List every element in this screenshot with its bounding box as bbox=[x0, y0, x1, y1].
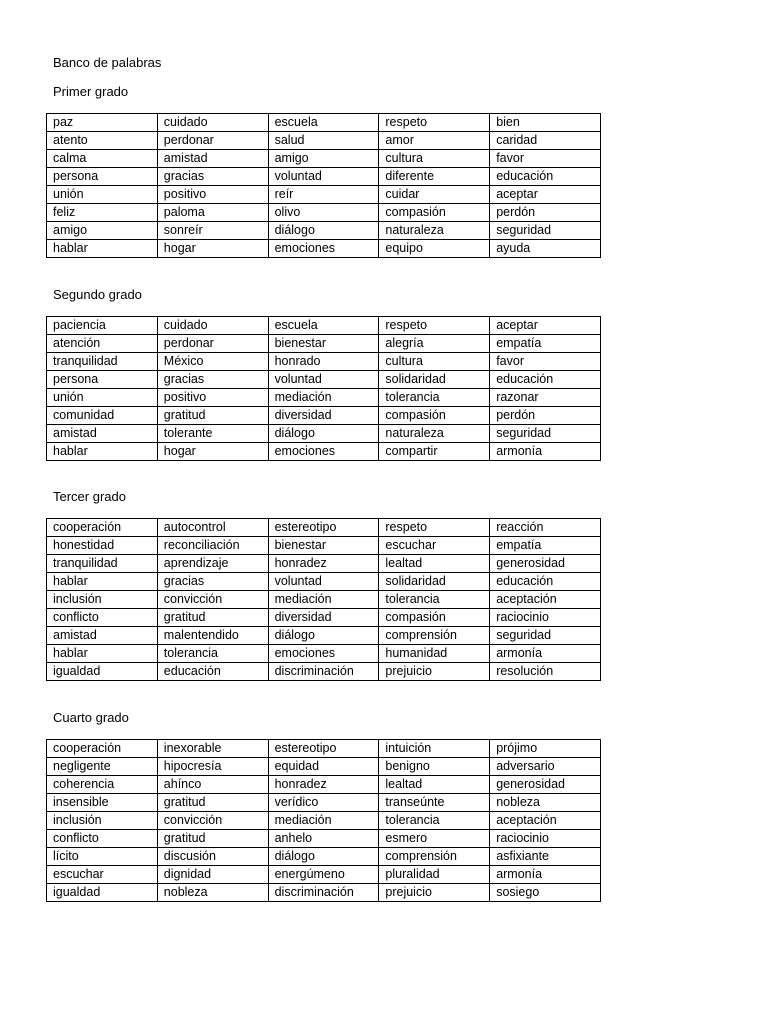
word-cell: gracias bbox=[157, 168, 268, 186]
word-cell: comprensión bbox=[379, 848, 490, 866]
word-cell: nobleza bbox=[157, 884, 268, 902]
word-cell: gracias bbox=[157, 573, 268, 591]
word-cell: persona bbox=[47, 371, 158, 389]
word-cell: diálogo bbox=[268, 848, 379, 866]
word-cell: verídico bbox=[268, 794, 379, 812]
word-cell: escuchar bbox=[379, 537, 490, 555]
word-cell: lealtad bbox=[379, 776, 490, 794]
word-cell: raciocinio bbox=[490, 609, 601, 627]
word-cell: amistad bbox=[47, 627, 158, 645]
word-cell: perdonar bbox=[157, 335, 268, 353]
table-row bbox=[47, 555, 601, 573]
word-cell: favor bbox=[490, 150, 601, 168]
word-cell: estereotipo bbox=[268, 740, 379, 758]
section-title-tercer-grado: Tercer grado bbox=[53, 489, 126, 504]
word-cell: reconciliación bbox=[157, 537, 268, 555]
word-cell: seguridad bbox=[490, 425, 601, 443]
word-cell: aceptación bbox=[490, 591, 601, 609]
word-cell: emociones bbox=[268, 645, 379, 663]
word-cell: cuidar bbox=[379, 186, 490, 204]
word-cell: perdonar bbox=[157, 132, 268, 150]
word-cell: empatía bbox=[490, 335, 601, 353]
word-cell: sosiego bbox=[490, 884, 601, 902]
word-cell: gratitud bbox=[157, 609, 268, 627]
table-row bbox=[47, 740, 601, 758]
word-cell: tolerante bbox=[157, 425, 268, 443]
word-cell: unión bbox=[47, 186, 158, 204]
table-row bbox=[47, 537, 601, 555]
word-cell: respeto bbox=[379, 519, 490, 537]
word-cell: paciencia bbox=[47, 317, 158, 335]
word-cell: educación bbox=[490, 573, 601, 591]
word-cell: favor bbox=[490, 353, 601, 371]
word-cell: igualdad bbox=[47, 663, 158, 681]
word-cell: dignidad bbox=[157, 866, 268, 884]
word-cell: hablar bbox=[47, 645, 158, 663]
table-row bbox=[47, 776, 601, 794]
word-cell: tolerancia bbox=[379, 812, 490, 830]
word-cell: comprensión bbox=[379, 627, 490, 645]
word-cell: discriminación bbox=[268, 663, 379, 681]
table-row bbox=[47, 132, 601, 150]
word-cell: amor bbox=[379, 132, 490, 150]
word-cell: calma bbox=[47, 150, 158, 168]
word-cell: cuidado bbox=[157, 114, 268, 132]
table-row bbox=[47, 884, 601, 902]
word-cell: olivo bbox=[268, 204, 379, 222]
table-row bbox=[47, 204, 601, 222]
word-cell: caridad bbox=[490, 132, 601, 150]
word-cell: inexorable bbox=[157, 740, 268, 758]
word-cell: sonreír bbox=[157, 222, 268, 240]
word-cell: perdón bbox=[490, 204, 601, 222]
word-cell: gratitud bbox=[157, 830, 268, 848]
table-row bbox=[47, 317, 601, 335]
word-cell: intuición bbox=[379, 740, 490, 758]
word-cell: honestidad bbox=[47, 537, 158, 555]
word-cell: discriminación bbox=[268, 884, 379, 902]
table-row bbox=[47, 222, 601, 240]
word-cell: positivo bbox=[157, 186, 268, 204]
word-cell: diversidad bbox=[268, 407, 379, 425]
word-cell: tolerancia bbox=[379, 389, 490, 407]
word-cell: mediación bbox=[268, 389, 379, 407]
word-cell: cultura bbox=[379, 353, 490, 371]
word-cell: humanidad bbox=[379, 645, 490, 663]
word-cell: conflicto bbox=[47, 830, 158, 848]
table-row bbox=[47, 168, 601, 186]
table-row bbox=[47, 519, 601, 537]
word-cell: insensible bbox=[47, 794, 158, 812]
word-cell: nobleza bbox=[490, 794, 601, 812]
word-cell: tolerancia bbox=[379, 591, 490, 609]
word-cell: compasión bbox=[379, 609, 490, 627]
word-cell: armonía bbox=[490, 645, 601, 663]
word-cell: unión bbox=[47, 389, 158, 407]
table-row bbox=[47, 186, 601, 204]
word-cell: hogar bbox=[157, 240, 268, 258]
section-title-segundo-grado: Segundo grado bbox=[53, 287, 142, 302]
word-cell: benigno bbox=[379, 758, 490, 776]
word-cell: gracias bbox=[157, 371, 268, 389]
word-cell: resolución bbox=[490, 663, 601, 681]
word-cell: equipo bbox=[379, 240, 490, 258]
table-row bbox=[47, 240, 601, 258]
table-row bbox=[47, 573, 601, 591]
word-cell: igualdad bbox=[47, 884, 158, 902]
word-cell: naturaleza bbox=[379, 222, 490, 240]
word-cell: compasión bbox=[379, 204, 490, 222]
word-cell: honradez bbox=[268, 776, 379, 794]
word-cell: bienestar bbox=[268, 537, 379, 555]
table-row bbox=[47, 866, 601, 884]
word-cell: educación bbox=[490, 371, 601, 389]
word-cell: atención bbox=[47, 335, 158, 353]
word-cell: empatía bbox=[490, 537, 601, 555]
table-row bbox=[47, 425, 601, 443]
word-cell: ahínco bbox=[157, 776, 268, 794]
word-cell: tolerancia bbox=[157, 645, 268, 663]
word-cell: armonía bbox=[490, 443, 601, 461]
word-cell: cooperación bbox=[47, 740, 158, 758]
word-cell: energúmeno bbox=[268, 866, 379, 884]
word-cell: paloma bbox=[157, 204, 268, 222]
word-cell: lealtad bbox=[379, 555, 490, 573]
word-cell: esmero bbox=[379, 830, 490, 848]
table-row bbox=[47, 794, 601, 812]
word-cell: respeto bbox=[379, 114, 490, 132]
word-table-primer-grado bbox=[46, 113, 601, 258]
word-cell: atento bbox=[47, 132, 158, 150]
word-cell: amistad bbox=[157, 150, 268, 168]
word-cell: diversidad bbox=[268, 609, 379, 627]
word-cell: feliz bbox=[47, 204, 158, 222]
word-cell: autocontrol bbox=[157, 519, 268, 537]
table-row bbox=[47, 389, 601, 407]
word-cell: seguridad bbox=[490, 222, 601, 240]
word-table-segundo-grado bbox=[46, 316, 601, 461]
table-row bbox=[47, 627, 601, 645]
word-cell: honradez bbox=[268, 555, 379, 573]
word-cell: prejuicio bbox=[379, 663, 490, 681]
word-cell: inclusión bbox=[47, 591, 158, 609]
word-cell: paz bbox=[47, 114, 158, 132]
section-title-cuarto-grado: Cuarto grado bbox=[53, 710, 129, 725]
table-row bbox=[47, 114, 601, 132]
word-cell: amistad bbox=[47, 425, 158, 443]
word-cell: tranquilidad bbox=[47, 555, 158, 573]
section-title-primer-grado: Primer grado bbox=[53, 84, 129, 99]
word-cell: coherencia bbox=[47, 776, 158, 794]
word-cell: ayuda bbox=[490, 240, 601, 258]
word-cell: anhelo bbox=[268, 830, 379, 848]
word-cell: hipocresía bbox=[157, 758, 268, 776]
table-row bbox=[47, 150, 601, 168]
word-cell: convicción bbox=[157, 812, 268, 830]
table-row bbox=[47, 812, 601, 830]
word-cell: gratitud bbox=[157, 794, 268, 812]
table-row bbox=[47, 443, 601, 461]
word-cell: razonar bbox=[490, 389, 601, 407]
word-cell: aceptar bbox=[490, 186, 601, 204]
word-cell: voluntad bbox=[268, 573, 379, 591]
word-cell: amigo bbox=[268, 150, 379, 168]
word-cell: alegría bbox=[379, 335, 490, 353]
word-cell: gratitud bbox=[157, 407, 268, 425]
word-cell: solidaridad bbox=[379, 371, 490, 389]
word-cell: emociones bbox=[268, 240, 379, 258]
word-cell: estereotipo bbox=[268, 519, 379, 537]
word-cell: conflicto bbox=[47, 609, 158, 627]
table-row bbox=[47, 591, 601, 609]
word-cell: prójimo bbox=[490, 740, 601, 758]
word-cell: aprendizaje bbox=[157, 555, 268, 573]
word-table-tercer-grado bbox=[46, 518, 601, 681]
word-cell: voluntad bbox=[268, 168, 379, 186]
word-cell: educación bbox=[157, 663, 268, 681]
word-cell: seguridad bbox=[490, 627, 601, 645]
word-cell: positivo bbox=[157, 389, 268, 407]
word-cell: voluntad bbox=[268, 371, 379, 389]
word-cell: generosidad bbox=[490, 776, 601, 794]
word-cell: aceptar bbox=[490, 317, 601, 335]
word-cell: cuidado bbox=[157, 317, 268, 335]
table-row bbox=[47, 848, 601, 866]
word-cell: prejuicio bbox=[379, 884, 490, 902]
word-cell: asfixiante bbox=[490, 848, 601, 866]
word-cell: malentendido bbox=[157, 627, 268, 645]
word-cell: amigo bbox=[47, 222, 158, 240]
word-cell: cooperación bbox=[47, 519, 158, 537]
word-cell: adversario bbox=[490, 758, 601, 776]
word-cell: discusión bbox=[157, 848, 268, 866]
document-title: Banco de palabras bbox=[53, 55, 162, 70]
word-cell: naturaleza bbox=[379, 425, 490, 443]
word-cell: escuchar bbox=[47, 866, 158, 884]
word-cell: comunidad bbox=[47, 407, 158, 425]
word-cell: equidad bbox=[268, 758, 379, 776]
word-cell: hablar bbox=[47, 443, 158, 461]
word-cell: persona bbox=[47, 168, 158, 186]
table-row bbox=[47, 758, 601, 776]
table-row bbox=[47, 353, 601, 371]
word-cell: cultura bbox=[379, 150, 490, 168]
word-cell: armonía bbox=[490, 866, 601, 884]
word-cell: emociones bbox=[268, 443, 379, 461]
table-row bbox=[47, 335, 601, 353]
word-cell: compartir bbox=[379, 443, 490, 461]
table-row bbox=[47, 407, 601, 425]
word-table-cuarto-grado bbox=[46, 739, 601, 902]
word-cell: reacción bbox=[490, 519, 601, 537]
word-cell: inclusión bbox=[47, 812, 158, 830]
word-cell: México bbox=[157, 353, 268, 371]
word-cell: respeto bbox=[379, 317, 490, 335]
word-cell: reír bbox=[268, 186, 379, 204]
word-cell: bienestar bbox=[268, 335, 379, 353]
word-cell: negligente bbox=[47, 758, 158, 776]
word-cell: honrado bbox=[268, 353, 379, 371]
word-cell: perdón bbox=[490, 407, 601, 425]
word-cell: mediación bbox=[268, 591, 379, 609]
word-cell: hablar bbox=[47, 573, 158, 591]
word-cell: bien bbox=[490, 114, 601, 132]
word-cell: generosidad bbox=[490, 555, 601, 573]
word-cell: raciocinio bbox=[490, 830, 601, 848]
word-cell: escuela bbox=[268, 317, 379, 335]
word-cell: diálogo bbox=[268, 222, 379, 240]
table-row bbox=[47, 371, 601, 389]
word-cell: diálogo bbox=[268, 425, 379, 443]
word-cell: salud bbox=[268, 132, 379, 150]
word-cell: compasión bbox=[379, 407, 490, 425]
word-cell: lícito bbox=[47, 848, 158, 866]
word-cell: solidaridad bbox=[379, 573, 490, 591]
word-cell: escuela bbox=[268, 114, 379, 132]
word-cell: transeúnte bbox=[379, 794, 490, 812]
word-cell: tranquilidad bbox=[47, 353, 158, 371]
word-cell: hablar bbox=[47, 240, 158, 258]
table-row bbox=[47, 645, 601, 663]
word-cell: pluralidad bbox=[379, 866, 490, 884]
table-row bbox=[47, 830, 601, 848]
word-cell: mediación bbox=[268, 812, 379, 830]
word-cell: convicción bbox=[157, 591, 268, 609]
word-cell: hogar bbox=[157, 443, 268, 461]
word-cell: diferente bbox=[379, 168, 490, 186]
table-row bbox=[47, 663, 601, 681]
word-cell: aceptación bbox=[490, 812, 601, 830]
table-row bbox=[47, 609, 601, 627]
word-cell: educación bbox=[490, 168, 601, 186]
word-cell: diálogo bbox=[268, 627, 379, 645]
